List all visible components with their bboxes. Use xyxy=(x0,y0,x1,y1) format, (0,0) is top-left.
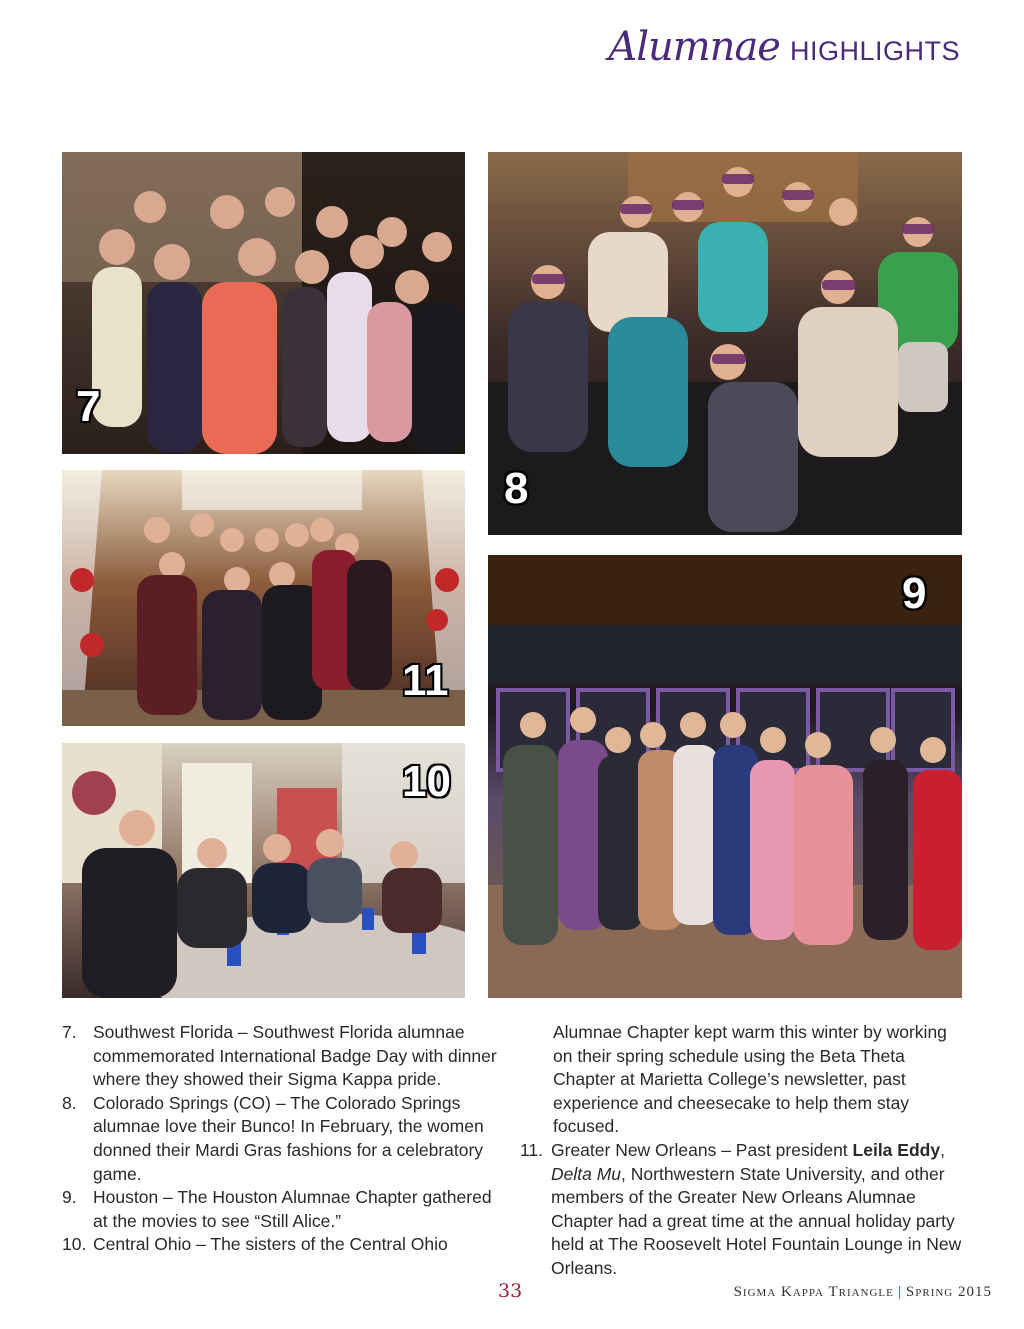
photo-8-number: 8 xyxy=(504,464,529,513)
caption-9-text: Houston – The Houston Alumnae Chapter gathered at the movies to see “Still Alice.” xyxy=(93,1187,492,1231)
section-header xyxy=(608,24,960,70)
caption-11-text-c: , Northwestern State University, and other members of the Greater New Orleans Alumnae Chapter had a great time at the annual holiday party held at The Roosevelt Hotel Fountain Lounge in New Orleans. xyxy=(551,1163,962,1278)
photo-10 xyxy=(62,743,465,998)
photo-11 xyxy=(62,470,465,726)
photo-9 xyxy=(488,555,962,998)
caption-11-italic-chapter: Delta Mu xyxy=(551,1163,622,1184)
caption-9-number: 9. xyxy=(62,1187,77,1208)
photo-9-scene xyxy=(488,555,962,998)
caption-7-number: 7. xyxy=(62,1022,77,1042)
caption-11-text xyxy=(551,1139,965,1281)
caption-8 xyxy=(62,1092,502,1186)
caption-11-number: 11. xyxy=(520,1139,544,1160)
photo-8 xyxy=(488,152,962,535)
page-number: 33 xyxy=(498,1280,523,1302)
caption-11 xyxy=(520,1139,965,1281)
caption-10 xyxy=(62,1233,502,1257)
photo-10-number: 10 xyxy=(402,757,451,806)
photo-8-scene xyxy=(488,152,962,535)
caption-11-text-b: , xyxy=(940,1139,945,1160)
caption-10-continued: Alumnae Chapter kept warm this winter by working on their spring schedule using the Beta Theta Chapter at Marietta College’s newsletter, past experience and cheesecake to help them stay focused. xyxy=(553,1022,947,1137)
caption-11-text-a: Greater New Orleans – Past president xyxy=(551,1139,853,1160)
caption-10-number: 10. xyxy=(62,1234,87,1255)
footer-magazine-info xyxy=(734,1284,992,1301)
photo-7-number: 7 xyxy=(76,382,101,431)
caption-11-bold-name: Leila Eddy xyxy=(852,1139,941,1160)
caption-8-text: Colorado Springs (CO) – The Colorado Springs alumnae love their Bunco! In February, the women donned their Mardi Gras fashions for a celebratory game. xyxy=(93,1092,484,1184)
header-script-word: Alumnae xyxy=(608,24,780,70)
captions-left-column xyxy=(62,1021,502,1257)
caption-10-text: Central Ohio – The sisters of the Central Ohio xyxy=(93,1234,448,1255)
caption-7-text: Southwest Florida – Southwest Florida alumnae commemorated International Badge Day with dinner where they showed their Sigma Kappa pride. xyxy=(93,1022,497,1090)
caption-7 xyxy=(62,1021,502,1092)
footer-magazine-name: Sigma Kappa Triangle xyxy=(733,1284,894,1300)
photo-9-number: 9 xyxy=(902,569,927,618)
photo-7-scene xyxy=(62,152,465,454)
footer-separator: | xyxy=(897,1284,902,1300)
caption-9 xyxy=(62,1186,502,1233)
photo-7 xyxy=(62,152,465,454)
photo-11-number: 11 xyxy=(402,656,449,705)
footer-issue: Spring 2015 xyxy=(905,1284,992,1300)
caption-8-number: 8. xyxy=(62,1092,77,1113)
header-caps-word: HIGHLIGHTS xyxy=(789,36,960,66)
captions-right-column xyxy=(520,1021,965,1281)
